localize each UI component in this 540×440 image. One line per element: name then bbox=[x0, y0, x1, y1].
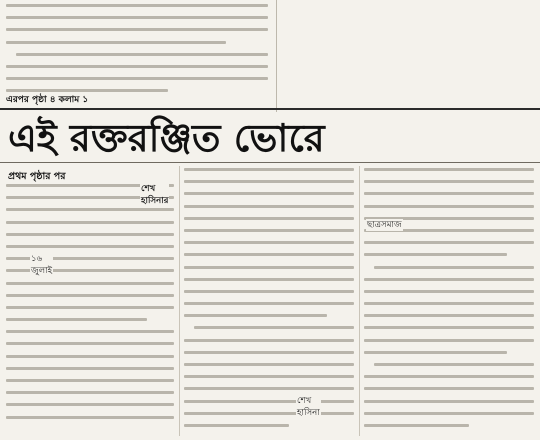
article-column-2 bbox=[184, 168, 354, 436]
byline: প্রথম পৃষ্ঠার পর bbox=[8, 171, 66, 182]
fragment-text: শেখ হাসিনার bbox=[141, 184, 169, 207]
blank-area bbox=[284, 4, 534, 104]
column-divider bbox=[276, 0, 277, 112]
fragment-text: ১৬ জুলাই bbox=[31, 254, 53, 277]
illegible-text-block bbox=[6, 184, 174, 419]
illegible-text-block bbox=[6, 4, 268, 92]
illegible-text-block bbox=[184, 168, 354, 427]
column-divider bbox=[179, 166, 180, 436]
fragment-text: শেখ হাসিনা bbox=[297, 396, 320, 419]
previous-story-continuation bbox=[6, 4, 268, 102]
fragment-text: ছাত্রসমাজ bbox=[367, 220, 402, 230]
headline-block bbox=[0, 112, 540, 172]
continued-on-page-note: এরপর পৃষ্ঠা ৪ কলাম ১ bbox=[6, 95, 89, 105]
headline: এই রক্তরঞ্জিত ভোরে bbox=[8, 115, 325, 160]
column-divider bbox=[359, 166, 360, 436]
section-divider bbox=[0, 108, 540, 110]
illegible-text-block bbox=[364, 168, 534, 427]
headline-rule bbox=[0, 162, 540, 163]
article-column-1 bbox=[6, 184, 174, 436]
article-column-3 bbox=[364, 168, 534, 436]
